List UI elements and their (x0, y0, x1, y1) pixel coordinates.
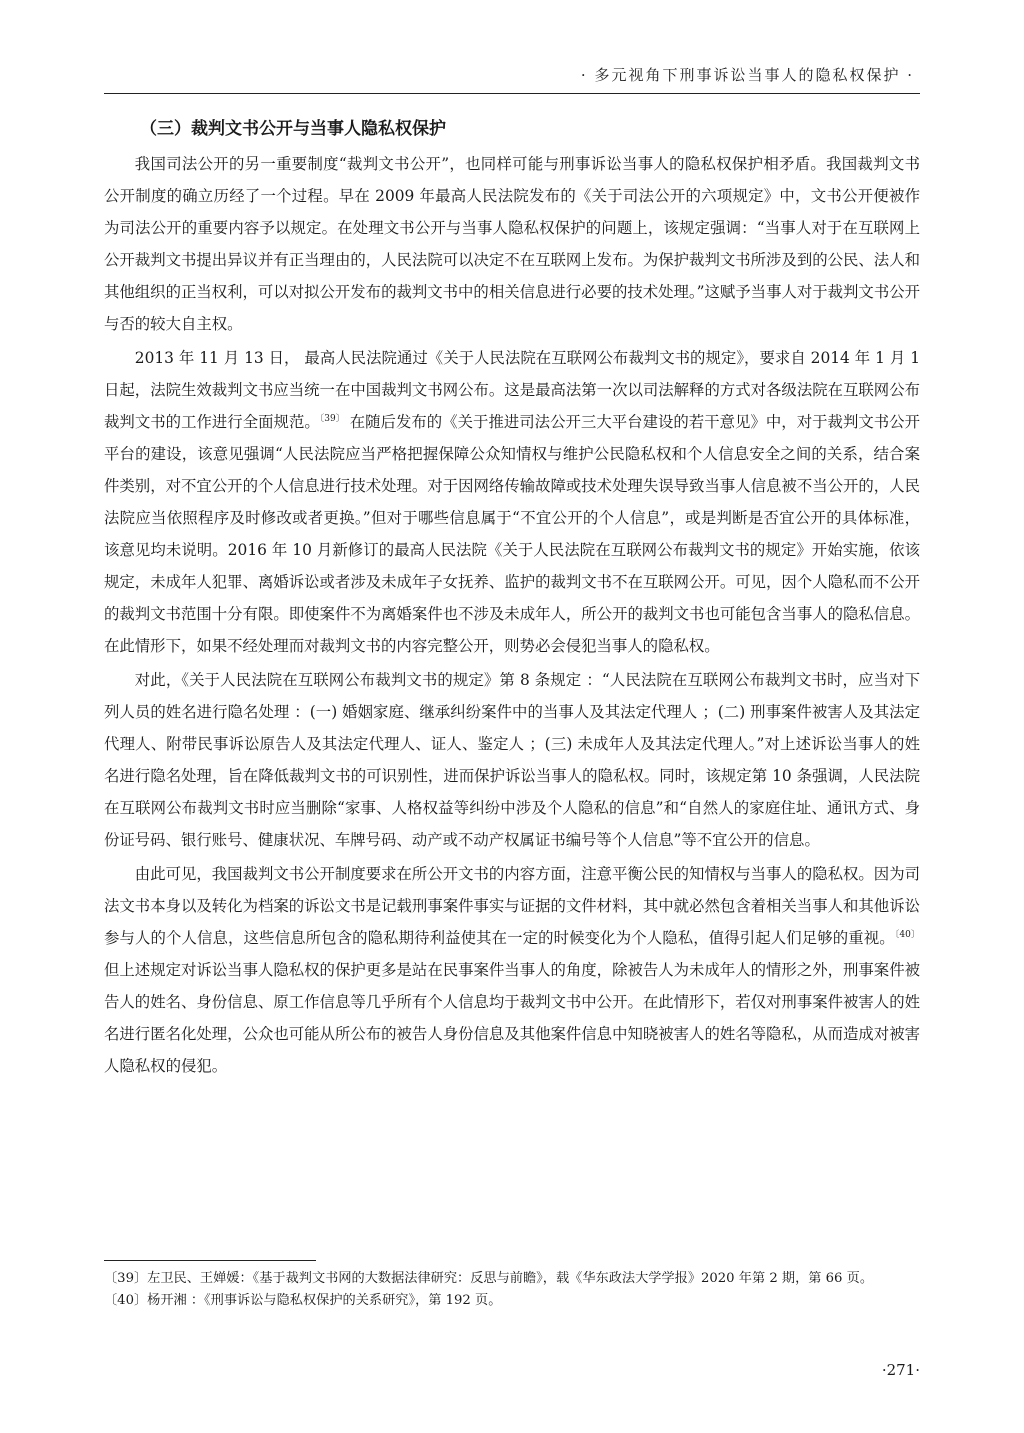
paragraph-4-part-b: 但上述规定对诉讼当事人隐私权的保护更多是站在民事案件当事人的角度，除被告人为未成年人的情形之外，刑事案件被告人的姓名、身份信息、原工作信息等几乎所有个人信息均于裁判文书中公开。在此情形下，若仅对刑事案件被害人的姓名进行匿名化处理，公众也可能从所公布的被告人身份信息及其他案件信息中知晓被害人的姓名等隐私，从而造成对被害人隐私权的侵犯。 (104, 961, 920, 1075)
page-number: ·271· (881, 1361, 920, 1379)
running-header: · 多元视角下刑事诉讼当事人的隐私权保护 · (580, 66, 914, 84)
paragraph-4 (104, 858, 920, 1082)
paragraph-4-part-a: 由此可见，我国裁判文书公开制度要求在所公开文书的内容方面，注意平衡公民的知情权与当事人的隐私权。因为司法文书本身以及转化为档案的诉讼文书是记载刑事案件事实与证据的文件材料，其中就必然包含着相关当事人和其他诉讼参与人的个人信息，这些信息所包含的隐私期待利益使其在一定的时候变化为个人隐私，值得引起人们足够的重视。 (104, 865, 920, 947)
footnote-40: 〔40〕杨开湘 ：《刑事诉讼与隐私权保护的关系研究》，第 192 页。 (104, 1293, 502, 1308)
footnote-rule (104, 1260, 316, 1261)
section-heading: （三）裁判文书公开与当事人隐私权保护 (140, 119, 446, 139)
paragraph-1: 我国司法公开的另一重要制度“裁判文书公开”，也同样可能与刑事诉讼当事人的隐私权保护相矛盾。我国裁判文书公开制度的确立历经了一个过程。早在 2009 年最高人民法院发布的《关于司法公开的六项规定》中，文书公开便被作为司法公开的重要内容予以规定。在处理文书公开与当事人隐私权保护的问题上，该规定强调：“当事人对于在互联网上公开裁判文书提出异议并有正当理由的，人民法院可以决定不在互联网上发布。为保护裁判文书所涉及到的公民、法人和其他组织的正当权利，可以对拟公开发布的裁判文书中的相关信息进行必要的技术处理。”这赋予当事人对于裁判文书公开与否的较大自主权。 (104, 155, 920, 333)
paragraph-3: 对此，《关于人民法院在互联网公布裁判文书的规定》第 8 条规定 ：“人民法院在互联网公布裁判文书时，应当对下列人员的姓名进行隐名处理 ：(一) 婚姻家庭、继承纠纷案件中的当事人及其法定代理人 ；(二) 刑事案件被害人及其法定代理人、附带民事诉讼原告人及其法定代理人、证人、鉴定人 ；(三) 未成年人及其法定代理人。”对上述诉讼当事人的姓名进行隐名处理，旨在降低裁判文书的可识别性，进而保护诉讼当事人的隐私权。同时，该规定第 10 条强调，人民法院在互联网公布裁判文书时应当删除“家事、人格权益等纠纷中涉及个人隐私的信息”和“自然人的家庭住址、通讯方式、身份证号码、银行账号、健康状况、车牌号码、动产或不动产权属证书编号等个人信息”等不宜公开的信息。 (104, 671, 920, 849)
paragraph-2-part-b: 在随后发布的《关于推进司法公开三大平台建设的若干意见》中，对于裁判文书公开平台的建设，该意见强调“人民法院应当严格把握保障公众知情权与维护公民隐私权和个人信息安全之间的关系，结合案件类别，对不宜公开的个人信息进行技术处理。对于因网络传输故障或技术处理失误导致当事人信息被不当公开的，人民法院应当依照程序及时修改或者更换。”但对于哪些信息属于“不宜公开的个人信息”，或是判断是否宜公开的具体标准，该意见均未说明。2016 年 10 月新修订的最高人民法院《关于人民法院在互联网公布裁判文书的规定》开始实施，依该规定，未成年人犯罪、离婚诉讼或者涉及未成年子女抚养、监护的裁判文书不在互联网公开。可见，因个人隐私而不公开的裁判文书范围十分有限。即使案件不为离婚案件也不涉及未成年人，所公开的裁判文书也可能包含当事人的隐私信息。在此情形下，如果不经处理而对裁判文书的内容完整公开，则势必会侵犯当事人的隐私权。 (104, 413, 920, 655)
footnote-39: 〔39〕左卫民、王婵媛：《基于裁判文书网的大数据法律研究：反思与前瞻》，载《华东政法大学学报》2020 年第 2 期，第 66 页。 (104, 1271, 874, 1286)
paragraph-2 (104, 342, 920, 662)
footnote-ref-39[interactable]: 〔39〕 (319, 413, 345, 424)
footnote-ref-40[interactable]: 〔40〕 (894, 929, 920, 940)
footnotes (104, 1268, 920, 1312)
paragraph-2-part-a: 2013 年 11 月 13 日， 最高人民法院通过《关于人民法院在互联网公布裁判文书的规定》，要求自 2014 年 1 月 1 日起，法院生效裁判文书应当统一在中国裁判文书网公布。这是最高法第一次以司法解释的方式对各级法院在互联网公布裁判文书的工作进行全面规范。 (104, 349, 921, 431)
header-rule (104, 93, 920, 94)
article-body (104, 114, 920, 1084)
